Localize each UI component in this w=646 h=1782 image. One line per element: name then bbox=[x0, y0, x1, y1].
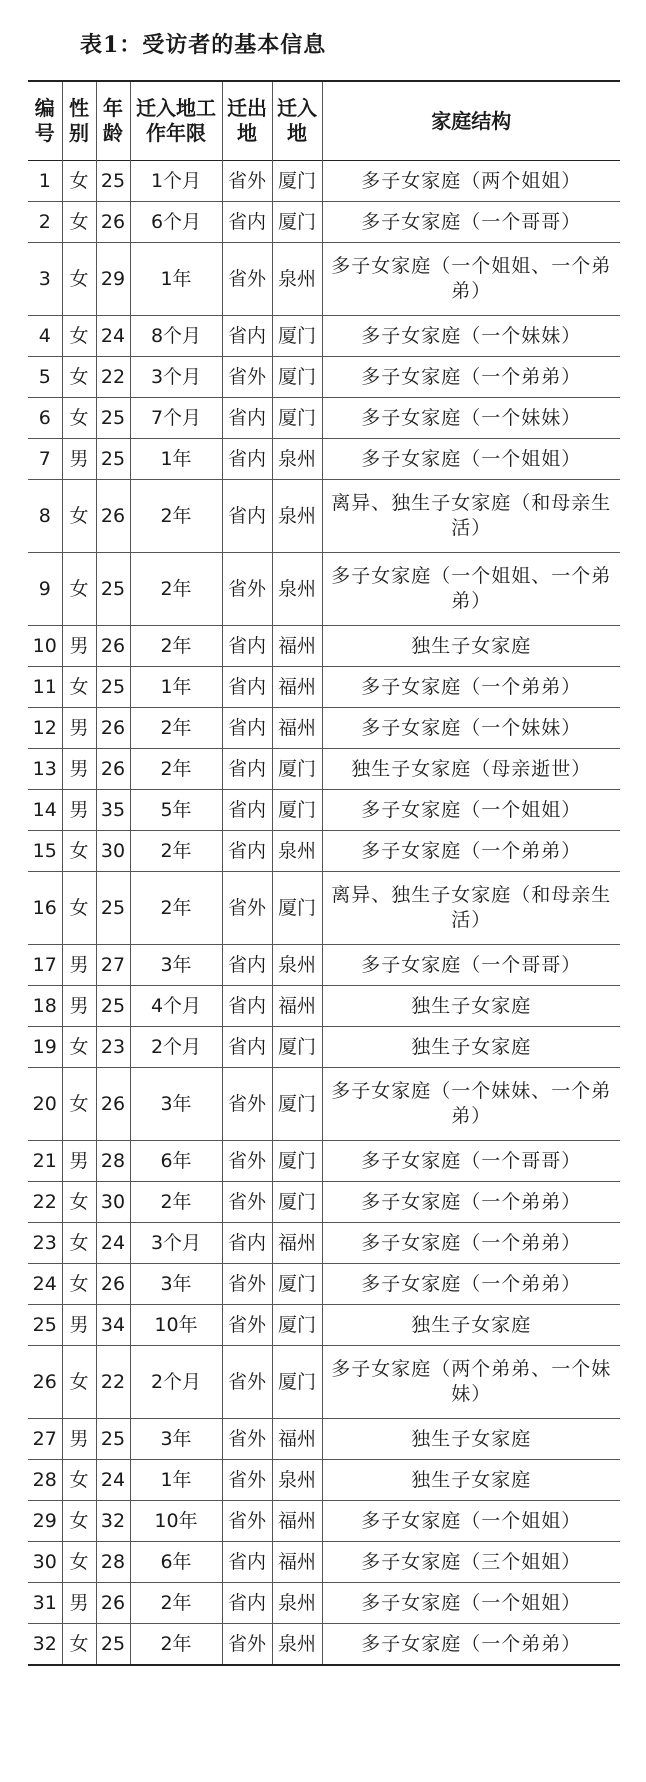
cell-gender: 女 bbox=[62, 1542, 96, 1583]
cell-gender: 女 bbox=[62, 1460, 96, 1501]
cell-no: 12 bbox=[32, 716, 57, 739]
cell-duration: 6个月 bbox=[130, 202, 222, 243]
cell-family: 独生子女家庭 bbox=[322, 1419, 620, 1460]
cell-duration: 4个月 bbox=[130, 986, 222, 1027]
table-row bbox=[28, 439, 620, 480]
cell-no: 21 bbox=[32, 1149, 57, 1172]
cell-age: 28 bbox=[96, 1141, 130, 1182]
cell-destination: 福州 bbox=[272, 1542, 322, 1583]
header-family: 家庭结构 bbox=[322, 81, 620, 161]
cell-destination: 泉州 bbox=[272, 553, 322, 626]
cell-gender: 男 bbox=[62, 626, 96, 667]
cell-no: 3 bbox=[38, 267, 51, 290]
cell-gender: 女 bbox=[62, 553, 96, 626]
cell-origin: 省外 bbox=[222, 1264, 272, 1305]
cell-family: 多子女家庭（一个姐姐） bbox=[322, 790, 620, 831]
cell-destination: 厦门 bbox=[272, 1182, 322, 1223]
table-row bbox=[28, 1501, 620, 1542]
table-row bbox=[28, 1182, 620, 1223]
cell-gender: 男 bbox=[62, 1141, 96, 1182]
cell-no: 10 bbox=[32, 634, 57, 657]
table-row bbox=[28, 1460, 620, 1501]
cell-no: 31 bbox=[32, 1591, 57, 1614]
cell-destination: 厦门 bbox=[272, 161, 322, 202]
cell-gender: 男 bbox=[62, 1583, 96, 1624]
table-row bbox=[28, 202, 620, 243]
cell-no: 25 bbox=[32, 1313, 57, 1336]
cell-origin: 省外 bbox=[222, 1501, 272, 1542]
cell-duration: 3年 bbox=[130, 1264, 222, 1305]
cell-age: 26 bbox=[96, 708, 130, 749]
cell-age: 35 bbox=[96, 790, 130, 831]
table-row bbox=[28, 1542, 620, 1583]
cell-origin: 省内 bbox=[222, 831, 272, 872]
cell-age: 30 bbox=[96, 831, 130, 872]
cell-destination: 泉州 bbox=[272, 945, 322, 986]
table-row bbox=[28, 1583, 620, 1624]
cell-family: 多子女家庭（一个弟弟） bbox=[322, 1624, 620, 1666]
cell-no: 17 bbox=[32, 953, 57, 976]
cell-destination: 福州 bbox=[272, 1419, 322, 1460]
table-row bbox=[28, 480, 620, 553]
cell-origin: 省内 bbox=[222, 439, 272, 480]
cell-destination: 泉州 bbox=[272, 439, 322, 480]
cell-family: 多子女家庭（一个弟弟） bbox=[322, 1182, 620, 1223]
cell-duration: 8个月 bbox=[130, 316, 222, 357]
table-row bbox=[28, 398, 620, 439]
cell-duration: 6年 bbox=[130, 1542, 222, 1583]
cell-no: 26 bbox=[32, 1370, 57, 1393]
cell-destination: 福州 bbox=[272, 1501, 322, 1542]
cell-no: 24 bbox=[32, 1272, 57, 1295]
cell-duration: 2个月 bbox=[130, 1346, 222, 1419]
cell-no: 28 bbox=[32, 1468, 57, 1491]
cell-destination: 福州 bbox=[272, 986, 322, 1027]
cell-duration: 6年 bbox=[130, 1141, 222, 1182]
header-age: 年龄 bbox=[96, 81, 130, 161]
cell-destination: 福州 bbox=[272, 667, 322, 708]
cell-age: 25 bbox=[96, 667, 130, 708]
table-row bbox=[28, 1346, 620, 1419]
cell-origin: 省外 bbox=[222, 1182, 272, 1223]
cell-destination: 厦门 bbox=[272, 749, 322, 790]
cell-origin: 省内 bbox=[222, 945, 272, 986]
table-title: 表1：受访者的基本信息 bbox=[80, 32, 327, 58]
cell-origin: 省内 bbox=[222, 316, 272, 357]
cell-duration: 7个月 bbox=[130, 398, 222, 439]
cell-gender: 男 bbox=[62, 1305, 96, 1346]
cell-no: 23 bbox=[32, 1231, 57, 1254]
cell-duration: 2年 bbox=[130, 1624, 222, 1666]
cell-destination: 厦门 bbox=[272, 1264, 322, 1305]
cell-duration: 2年 bbox=[130, 1182, 222, 1223]
cell-origin: 省内 bbox=[222, 202, 272, 243]
table-row bbox=[28, 790, 620, 831]
cell-destination: 泉州 bbox=[272, 1583, 322, 1624]
cell-duration: 2年 bbox=[130, 626, 222, 667]
cell-origin: 省外 bbox=[222, 161, 272, 202]
cell-destination: 厦门 bbox=[272, 316, 322, 357]
cell-no: 29 bbox=[32, 1509, 57, 1532]
table-row bbox=[28, 945, 620, 986]
cell-age: 23 bbox=[96, 1027, 130, 1068]
cell-family: 多子女家庭（一个姐姐、一个弟弟） bbox=[322, 553, 620, 626]
cell-age: 22 bbox=[96, 1346, 130, 1419]
cell-gender: 女 bbox=[62, 1182, 96, 1223]
cell-gender: 女 bbox=[62, 1624, 96, 1666]
cell-family: 多子女家庭（一个弟弟） bbox=[322, 357, 620, 398]
cell-destination: 厦门 bbox=[272, 1346, 322, 1419]
cell-destination: 泉州 bbox=[272, 480, 322, 553]
table-row bbox=[28, 626, 620, 667]
table-row bbox=[28, 986, 620, 1027]
cell-family: 多子女家庭（一个哥哥） bbox=[322, 1141, 620, 1182]
cell-no: 18 bbox=[32, 994, 57, 1017]
table-row bbox=[28, 1223, 620, 1264]
cell-destination: 福州 bbox=[272, 1223, 322, 1264]
cell-no: 8 bbox=[38, 504, 51, 527]
cell-duration: 3年 bbox=[130, 1419, 222, 1460]
cell-age: 25 bbox=[96, 872, 130, 945]
cell-destination: 泉州 bbox=[272, 1460, 322, 1501]
cell-no: 32 bbox=[32, 1632, 57, 1655]
cell-family: 多子女家庭（一个弟弟） bbox=[322, 1264, 620, 1305]
cell-origin: 省内 bbox=[222, 790, 272, 831]
cell-no: 6 bbox=[38, 406, 51, 429]
cell-age: 25 bbox=[96, 398, 130, 439]
cell-duration: 2年 bbox=[130, 749, 222, 790]
header-destination: 迁入地 bbox=[272, 81, 322, 161]
cell-gender: 女 bbox=[62, 202, 96, 243]
cell-destination: 泉州 bbox=[272, 831, 322, 872]
table-row bbox=[28, 1027, 620, 1068]
cell-origin: 省内 bbox=[222, 626, 272, 667]
cell-no: 1 bbox=[38, 169, 51, 192]
cell-origin: 省内 bbox=[222, 667, 272, 708]
cell-duration: 1年 bbox=[130, 1460, 222, 1501]
cell-destination: 福州 bbox=[272, 626, 322, 667]
cell-no: 19 bbox=[32, 1035, 57, 1058]
cell-gender: 女 bbox=[62, 161, 96, 202]
cell-duration: 3个月 bbox=[130, 357, 222, 398]
cell-age: 24 bbox=[96, 1223, 130, 1264]
cell-destination: 厦门 bbox=[272, 1027, 322, 1068]
cell-gender: 男 bbox=[62, 986, 96, 1027]
cell-duration: 2年 bbox=[130, 708, 222, 749]
cell-destination: 福州 bbox=[272, 708, 322, 749]
cell-age: 28 bbox=[96, 1542, 130, 1583]
cell-duration: 2年 bbox=[130, 553, 222, 626]
cell-age: 25 bbox=[96, 1624, 130, 1666]
cell-origin: 省内 bbox=[222, 1583, 272, 1624]
cell-duration: 10年 bbox=[130, 1305, 222, 1346]
cell-no: 14 bbox=[32, 798, 57, 821]
cell-family: 多子女家庭（一个妹妹、一个弟弟） bbox=[322, 1068, 620, 1141]
cell-age: 26 bbox=[96, 1583, 130, 1624]
cell-age: 26 bbox=[96, 749, 130, 790]
header-row bbox=[28, 81, 620, 161]
cell-family: 多子女家庭（一个姐姐） bbox=[322, 1583, 620, 1624]
cell-gender: 女 bbox=[62, 1068, 96, 1141]
table-row bbox=[28, 1068, 620, 1141]
cell-origin: 省内 bbox=[222, 708, 272, 749]
cell-gender: 女 bbox=[62, 831, 96, 872]
cell-gender: 男 bbox=[62, 749, 96, 790]
cell-origin: 省内 bbox=[222, 1027, 272, 1068]
cell-duration: 3年 bbox=[130, 1068, 222, 1141]
cell-destination: 厦门 bbox=[272, 357, 322, 398]
cell-duration: 3年 bbox=[130, 945, 222, 986]
cell-gender: 女 bbox=[62, 357, 96, 398]
cell-age: 24 bbox=[96, 316, 130, 357]
cell-origin: 省外 bbox=[222, 1068, 272, 1141]
cell-gender: 男 bbox=[62, 439, 96, 480]
cell-age: 26 bbox=[96, 202, 130, 243]
cell-no: 22 bbox=[32, 1190, 57, 1213]
cell-origin: 省外 bbox=[222, 1419, 272, 1460]
header-origin: 迁出地 bbox=[222, 81, 272, 161]
cell-family: 多子女家庭（一个弟弟） bbox=[322, 831, 620, 872]
header-duration: 迁入地工作年限 bbox=[130, 81, 222, 161]
cell-origin: 省外 bbox=[222, 1141, 272, 1182]
cell-no: 16 bbox=[32, 896, 57, 919]
cell-no: 20 bbox=[32, 1092, 57, 1115]
table-row bbox=[28, 667, 620, 708]
cell-age: 30 bbox=[96, 1182, 130, 1223]
cell-duration: 1年 bbox=[130, 439, 222, 480]
cell-family: 多子女家庭（一个姐姐、一个弟弟） bbox=[322, 243, 620, 316]
cell-age: 25 bbox=[96, 986, 130, 1027]
cell-duration: 1年 bbox=[130, 243, 222, 316]
cell-family: 独生子女家庭（母亲逝世） bbox=[322, 749, 620, 790]
cell-gender: 女 bbox=[62, 1346, 96, 1419]
cell-origin: 省外 bbox=[222, 1305, 272, 1346]
cell-destination: 泉州 bbox=[272, 1624, 322, 1666]
cell-destination: 厦门 bbox=[272, 398, 322, 439]
cell-duration: 5年 bbox=[130, 790, 222, 831]
table-row bbox=[28, 1419, 620, 1460]
cell-no: 4 bbox=[38, 324, 51, 347]
cell-family: 多子女家庭（一个弟弟） bbox=[322, 1223, 620, 1264]
cell-age: 26 bbox=[96, 480, 130, 553]
cell-family: 多子女家庭（三个姐姐） bbox=[322, 1542, 620, 1583]
cell-family: 独生子女家庭 bbox=[322, 1460, 620, 1501]
table-body bbox=[28, 161, 620, 1666]
cell-duration: 2年 bbox=[130, 1583, 222, 1624]
cell-family: 多子女家庭（两个弟弟、一个妹妹） bbox=[322, 1346, 620, 1419]
cell-gender: 女 bbox=[62, 480, 96, 553]
cell-destination: 厦门 bbox=[272, 1305, 322, 1346]
cell-destination: 泉州 bbox=[272, 243, 322, 316]
cell-no: 5 bbox=[38, 365, 51, 388]
table-row bbox=[28, 316, 620, 357]
cell-gender: 女 bbox=[62, 1264, 96, 1305]
cell-gender: 女 bbox=[62, 316, 96, 357]
cell-origin: 省外 bbox=[222, 1346, 272, 1419]
cell-age: 26 bbox=[96, 1068, 130, 1141]
table-row bbox=[28, 1141, 620, 1182]
respondent-info-table bbox=[28, 80, 620, 1666]
cell-family: 离异、独生子女家庭（和母亲生活） bbox=[322, 480, 620, 553]
table-row bbox=[28, 1624, 620, 1666]
cell-no: 9 bbox=[38, 577, 51, 600]
cell-age: 34 bbox=[96, 1305, 130, 1346]
cell-duration: 2年 bbox=[130, 831, 222, 872]
cell-gender: 男 bbox=[62, 945, 96, 986]
cell-origin: 省外 bbox=[222, 243, 272, 316]
cell-gender: 女 bbox=[62, 1027, 96, 1068]
table-row bbox=[28, 243, 620, 316]
header-gender: 性别 bbox=[62, 81, 96, 161]
cell-gender: 男 bbox=[62, 790, 96, 831]
cell-family: 多子女家庭（一个哥哥） bbox=[322, 945, 620, 986]
cell-destination: 厦门 bbox=[272, 1141, 322, 1182]
cell-origin: 省内 bbox=[222, 480, 272, 553]
cell-duration: 1年 bbox=[130, 667, 222, 708]
cell-family: 多子女家庭（一个弟弟） bbox=[322, 667, 620, 708]
cell-family: 多子女家庭（一个姐姐） bbox=[322, 439, 620, 480]
cell-family: 独生子女家庭 bbox=[322, 986, 620, 1027]
table-row bbox=[28, 1305, 620, 1346]
cell-family: 多子女家庭（一个妹妹） bbox=[322, 316, 620, 357]
cell-gender: 男 bbox=[62, 1419, 96, 1460]
cell-age: 22 bbox=[96, 357, 130, 398]
cell-age: 25 bbox=[96, 553, 130, 626]
cell-origin: 省内 bbox=[222, 1223, 272, 1264]
cell-family: 多子女家庭（一个哥哥） bbox=[322, 202, 620, 243]
cell-no: 13 bbox=[32, 757, 57, 780]
cell-family: 离异、独生子女家庭（和母亲生活） bbox=[322, 872, 620, 945]
cell-destination: 厦门 bbox=[272, 790, 322, 831]
cell-gender: 女 bbox=[62, 667, 96, 708]
cell-no: 7 bbox=[38, 447, 51, 470]
cell-family: 多子女家庭（一个妹妹） bbox=[322, 708, 620, 749]
cell-origin: 省内 bbox=[222, 749, 272, 790]
table-row bbox=[28, 357, 620, 398]
cell-duration: 10年 bbox=[130, 1501, 222, 1542]
cell-age: 25 bbox=[96, 1419, 130, 1460]
cell-family: 多子女家庭（一个姐姐） bbox=[322, 1501, 620, 1542]
cell-origin: 省内 bbox=[222, 986, 272, 1027]
cell-age: 24 bbox=[96, 1460, 130, 1501]
cell-age: 26 bbox=[96, 1264, 130, 1305]
cell-duration: 1个月 bbox=[130, 161, 222, 202]
cell-age: 25 bbox=[96, 439, 130, 480]
table-row bbox=[28, 831, 620, 872]
cell-family: 独生子女家庭 bbox=[322, 1027, 620, 1068]
cell-gender: 女 bbox=[62, 243, 96, 316]
header-no: 编号 bbox=[34, 96, 55, 145]
cell-no: 15 bbox=[32, 839, 57, 862]
cell-family: 多子女家庭（一个妹妹） bbox=[322, 398, 620, 439]
cell-gender: 男 bbox=[62, 708, 96, 749]
cell-gender: 女 bbox=[62, 398, 96, 439]
cell-family: 独生子女家庭 bbox=[322, 626, 620, 667]
cell-no: 27 bbox=[32, 1427, 57, 1450]
cell-gender: 女 bbox=[62, 872, 96, 945]
cell-destination: 厦门 bbox=[272, 202, 322, 243]
cell-age: 26 bbox=[96, 626, 130, 667]
cell-no: 2 bbox=[38, 210, 51, 233]
cell-origin: 省外 bbox=[222, 357, 272, 398]
table-row bbox=[28, 872, 620, 945]
cell-origin: 省外 bbox=[222, 553, 272, 626]
cell-origin: 省内 bbox=[222, 1542, 272, 1583]
cell-no: 11 bbox=[32, 675, 57, 698]
cell-origin: 省外 bbox=[222, 1624, 272, 1666]
table-row bbox=[28, 749, 620, 790]
cell-family: 独生子女家庭 bbox=[322, 1305, 620, 1346]
cell-origin: 省内 bbox=[222, 398, 272, 439]
table-row bbox=[28, 1264, 620, 1305]
cell-origin: 省外 bbox=[222, 872, 272, 945]
cell-duration: 3个月 bbox=[130, 1223, 222, 1264]
cell-age: 32 bbox=[96, 1501, 130, 1542]
cell-duration: 2个月 bbox=[130, 1027, 222, 1068]
cell-gender: 女 bbox=[62, 1223, 96, 1264]
cell-age: 25 bbox=[96, 161, 130, 202]
cell-age: 27 bbox=[96, 945, 130, 986]
cell-destination: 厦门 bbox=[272, 1068, 322, 1141]
cell-duration: 2年 bbox=[130, 872, 222, 945]
cell-destination: 厦门 bbox=[272, 872, 322, 945]
cell-no: 30 bbox=[32, 1550, 57, 1573]
cell-age: 29 bbox=[96, 243, 130, 316]
cell-family: 多子女家庭（两个姐姐） bbox=[322, 161, 620, 202]
table-row bbox=[28, 553, 620, 626]
cell-origin: 省外 bbox=[222, 1460, 272, 1501]
table-row bbox=[28, 161, 620, 202]
cell-gender: 女 bbox=[62, 1501, 96, 1542]
cell-duration: 2年 bbox=[130, 480, 222, 553]
table-row bbox=[28, 708, 620, 749]
